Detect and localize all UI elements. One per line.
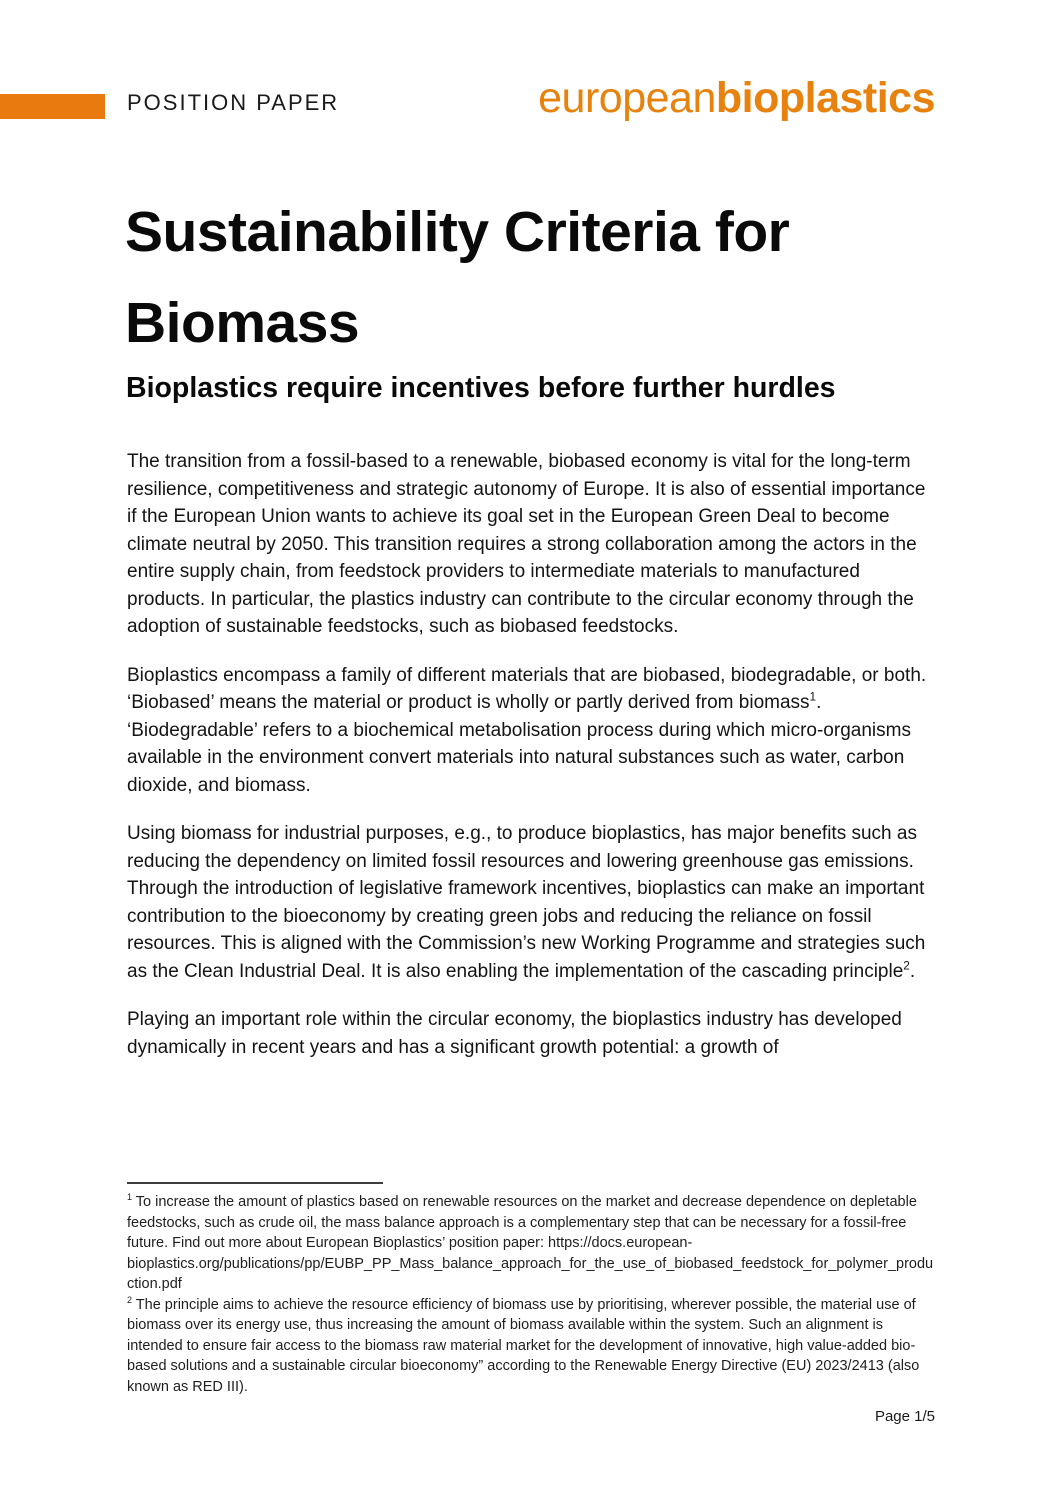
footnote-url[interactable]: https://docs.european-bioplastics.org/publications/pp/EUBP_PP_Mass_balance_approach_for_the_use_of_biobased_feedstock_for_polymer_production.pdf <box>127 1235 934 1292</box>
paragraph <box>127 448 935 641</box>
page-number: Page 1/5 <box>874 1408 935 1425</box>
european-bioplastics-logo <box>538 74 935 123</box>
text-run: Bioplastics encompass a family of different materials that are biobased, biodegradable, or both. ‘Biobased’ means the material or product is wholly or partly derived from biomass <box>127 664 927 713</box>
page-subtitle: Bioplastics require incentives before further hurdles <box>126 372 836 404</box>
page-title <box>125 187 975 369</box>
text-run: . ‘Biodegradable’ refers to a biochemical metabolisation process during which micro-organisms available in the environment convert materials into natural substances such as water, carbon dioxide, and biomass. <box>127 692 911 796</box>
text-run: Playing an important role within the circular economy, the bioplastics industry has developed dynamically in recent years and has a significant growth potential: a growth of <box>127 1009 902 1058</box>
page-title-line-1: Sustainability Criteria for <box>125 200 790 264</box>
logo-text-regular: european <box>538 74 716 122</box>
footnote-marker: 1 <box>127 1192 132 1203</box>
text-run: The transition from a fossil-based to a renewable, biobased economy is vital for the long-term resilience, competitiveness and strategic autonomy of Europe. It is also of essential importance if the European Union wants to achieve its goal set in the European Green Deal to become climate neutral by 2050. This transition requires a strong collaboration among the actors in the entire supply chain, from feedstock providers to intermediate materials to manufactured products. In particular, the plastics industry can contribute to the circular economy through the adoption of sustainable feedstocks, such as biobased feedstocks. <box>127 451 926 637</box>
footnotes <box>127 1192 935 1397</box>
paragraph <box>127 820 935 985</box>
footnote <box>127 1192 935 1295</box>
footnote-ref: 2 <box>903 959 910 973</box>
text-run: To increase the amount of plastics based on renewable resources on the market and decrease dependence on depletable feedstocks, such as crude oil, the mass balance approach is a complementary step that can be necessary for a fossil-free future. Find out more about European Bioplastics’ position paper: <box>127 1194 917 1251</box>
paragraph <box>127 662 935 800</box>
text-run: . <box>909 960 916 982</box>
paragraph <box>127 1006 935 1061</box>
body-paragraphs <box>127 448 935 1082</box>
footnote-marker: 2 <box>127 1294 132 1305</box>
footnote <box>127 1295 935 1398</box>
page-title-line-2: Biomass <box>125 291 360 355</box>
logo-text-bold: bioplastics <box>715 74 935 122</box>
footnote-ref: 1 <box>809 690 817 704</box>
document-type-label: POSITION PAPER <box>127 90 340 115</box>
footnote-separator <box>127 1182 383 1184</box>
text-run: Using biomass for industrial purposes, e.g., to produce bioplastics, has major benefits such as reducing the dependency on limited fossil resources and lowering greenhouse gas emissions. Through the introduction of legislative framework incentives, bioplastics can make an important contribution to the bioeconomy by creating green jobs and reducing the reliance on fossil resources. This is aligned with the Commission’s new Working Programme and strategies such as the Clean Industrial Deal. It is also enabling the implementation of the cascading principle <box>127 823 926 982</box>
header-accent-bar <box>0 94 105 119</box>
text-run: The principle aims to achieve the resource efficiency of biomass use by prioritising, wherever possible, the material use of biomass over its energy use, thus increasing the amount of biomass available within the system. Such an alignment is intended to ensure fair access to the biomass raw material market for the development of innovative, high value-added bio-based solutions and a sustainable circular bioeconomy” according to the Renewable Energy Directive (EU) 2023/2413 (also known as RED III). <box>127 1296 920 1395</box>
